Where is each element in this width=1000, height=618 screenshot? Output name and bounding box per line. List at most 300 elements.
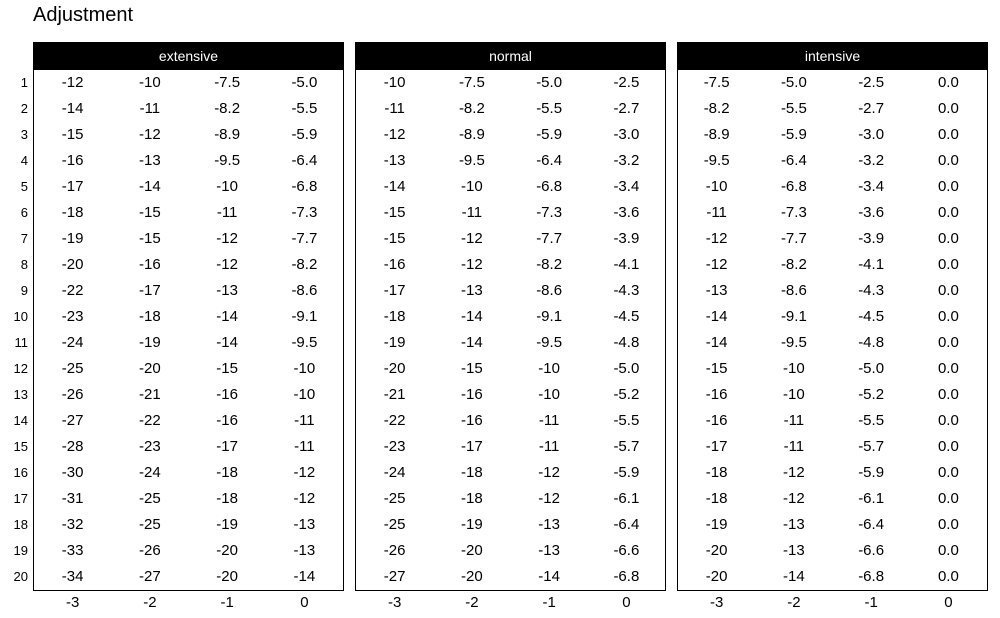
row-label: 11	[14, 335, 28, 350]
table-cell: -7.7	[536, 230, 563, 247]
table-cell: -21	[383, 386, 406, 403]
table-cell: -21	[139, 386, 161, 403]
row-label: 4	[20, 153, 28, 168]
table-cell: 0.0	[937, 542, 959, 559]
table-cell: -12	[216, 256, 238, 273]
table-cell: -9.1	[291, 308, 318, 325]
table-cell: -14	[383, 178, 406, 195]
panel-body-normal	[355, 70, 666, 591]
table-row	[356, 330, 665, 356]
table-cell: 0.0	[937, 74, 959, 91]
table-cell: -17	[139, 282, 161, 299]
row-label: 5	[20, 179, 28, 194]
row-number-gutter	[5, 42, 33, 590]
table-cell: -11	[706, 204, 727, 221]
table-row	[678, 434, 987, 460]
table-cell: -13	[705, 282, 728, 299]
panel-header-intensive: intensive	[677, 42, 988, 70]
row-label: 1	[20, 75, 28, 90]
table-row	[678, 460, 987, 486]
table-cell: 0.0	[937, 100, 959, 117]
table-cell: -6.4	[536, 152, 563, 169]
table-cell: -6.4	[780, 152, 807, 169]
table-row	[34, 174, 343, 200]
table-cell: -34	[61, 568, 84, 585]
table-cell: 0.0	[937, 126, 959, 143]
column-label: -2	[143, 594, 157, 611]
table-row	[34, 434, 343, 460]
table-cell: -30	[61, 464, 84, 481]
table-cell: -7.3	[780, 204, 807, 221]
table-cell: -18	[705, 490, 728, 507]
table-cell: -18	[139, 308, 161, 325]
table-row	[356, 512, 665, 538]
table-row	[678, 538, 987, 564]
table-cell: -8.6	[780, 282, 807, 299]
table-cell: -7.5	[458, 74, 485, 91]
table-row	[34, 122, 343, 148]
table-cell: -13	[139, 152, 161, 169]
table-cell: 0.0	[937, 256, 959, 273]
table-cell: -5.2	[613, 386, 640, 403]
table-cell: -14	[61, 100, 84, 117]
table-cell: -9.5	[536, 334, 563, 351]
column-label: -1	[220, 594, 234, 611]
column-label: 0	[300, 594, 309, 611]
table-row	[678, 278, 987, 304]
table-cell: -7.7	[291, 230, 318, 247]
table-cell: -4.1	[858, 256, 885, 273]
table-cell: -18	[216, 490, 238, 507]
table-cell: -9.5	[214, 152, 241, 169]
table-cell: -17	[705, 438, 728, 455]
table-cell: -5.0	[613, 360, 640, 377]
table-cell: -13	[293, 516, 316, 533]
table-cell: -19	[383, 334, 406, 351]
table-cell: -3.2	[858, 152, 885, 169]
table-cell: 0.0	[937, 230, 959, 247]
table-row	[356, 356, 665, 382]
table-row	[678, 304, 987, 330]
table-cell: -31	[61, 490, 84, 507]
table-cell: -10	[139, 74, 161, 91]
table-row	[678, 512, 987, 538]
table-cell: -11	[538, 412, 560, 429]
table-cell: -11	[294, 412, 315, 429]
table-cell: -10	[705, 178, 728, 195]
table-row	[678, 96, 987, 122]
panel-body-extensive	[33, 70, 344, 591]
table-cell: -26	[61, 386, 84, 403]
table-cell: -10	[538, 386, 560, 403]
table-cell: -16	[139, 256, 161, 273]
table-cell: -16	[383, 256, 406, 273]
table-cell: -22	[139, 412, 161, 429]
table-cell: -22	[383, 412, 406, 429]
table-cell: -12	[461, 256, 483, 273]
table-cell: -18	[383, 308, 406, 325]
table-cell: -3.4	[613, 178, 640, 195]
table-cell: -5.9	[536, 126, 563, 143]
table-cell: -10	[461, 178, 483, 195]
table-cell: -14	[216, 308, 238, 325]
row-label: 20	[13, 569, 28, 584]
table-row	[34, 408, 343, 434]
panel-header-extensive: extensive	[33, 42, 344, 70]
table-cell: 0.0	[937, 178, 959, 195]
table-cell: -20	[705, 542, 728, 559]
table-cell: -9.1	[780, 308, 807, 325]
table-cell: -12	[61, 74, 84, 91]
table-cell: -11	[783, 438, 805, 455]
table-cell: -14	[293, 568, 316, 585]
table-row	[356, 252, 665, 278]
table-cell: -19	[61, 230, 84, 247]
panel-normal	[355, 42, 666, 615]
table-row	[678, 330, 987, 356]
table-cell: -14	[538, 568, 560, 585]
table-cell: -20	[383, 360, 406, 377]
table-cell: -18	[461, 490, 483, 507]
table-cell: -14	[216, 334, 238, 351]
table-cell: -11	[139, 100, 161, 117]
table-row	[356, 538, 665, 564]
table-cell: -6.8	[780, 178, 807, 195]
table-row	[356, 304, 665, 330]
table-cell: -25	[383, 490, 406, 507]
table-cell: -13	[783, 516, 805, 533]
table-cell: -6.6	[613, 542, 640, 559]
table-cell: -3.6	[613, 204, 640, 221]
table-cell: 0.0	[937, 204, 959, 221]
table-cell: 0.0	[937, 152, 959, 169]
table-cell: -16	[216, 412, 238, 429]
table-row	[34, 460, 343, 486]
table-cell: -6.8	[613, 568, 640, 585]
table-cell: -8.2	[536, 256, 563, 273]
table-cell: -11	[294, 438, 315, 455]
table-cell: -16	[61, 152, 84, 169]
panels	[33, 42, 988, 615]
table-row	[34, 70, 343, 96]
table-cell: -23	[139, 438, 161, 455]
table-cell: -19	[216, 516, 238, 533]
table-cell: 0.0	[937, 334, 959, 351]
table-row	[678, 200, 987, 226]
table-row	[34, 382, 343, 408]
table-cell: -5.5	[536, 100, 563, 117]
table-cell: -9.5	[703, 152, 730, 169]
table-cell: -6.6	[858, 542, 885, 559]
table-row	[678, 408, 987, 434]
table-cell: -5.9	[291, 126, 318, 143]
table-cell: -5.5	[291, 100, 318, 117]
table-cell: -9.1	[536, 308, 563, 325]
row-label: 2	[20, 101, 28, 116]
table-row	[678, 356, 987, 382]
table-cell: 0.0	[937, 360, 959, 377]
table-cell: -14	[705, 308, 728, 325]
table-cell: -32	[61, 516, 84, 533]
table-cell: -2.5	[858, 74, 885, 91]
table-cell: -8.6	[291, 282, 318, 299]
table-cell: -13	[461, 282, 483, 299]
table-cell: -25	[139, 516, 161, 533]
table-cell: -27	[383, 568, 406, 585]
table-cell: -5.0	[291, 74, 318, 91]
table-cell: -11	[461, 204, 483, 221]
table-cell: -15	[139, 204, 161, 221]
row-label: 13	[13, 387, 28, 402]
table-cell: -5.0	[536, 74, 563, 91]
table-cell: -3.9	[613, 230, 640, 247]
table-cell: -6.4	[858, 516, 885, 533]
table-row	[678, 252, 987, 278]
table-cell: -19	[461, 516, 483, 533]
table-cell: -26	[139, 542, 161, 559]
table-cell: 0.0	[937, 516, 959, 533]
table-cell: -5.2	[858, 386, 885, 403]
table-row	[34, 512, 343, 538]
table-cell: -8.2	[458, 100, 485, 117]
table-cell: -3.6	[858, 204, 885, 221]
table-row	[678, 564, 987, 590]
table-cell: -18	[461, 464, 483, 481]
table-row	[356, 486, 665, 512]
table-cell: -8.6	[536, 282, 563, 299]
table-cell: -17	[461, 438, 483, 455]
table-cell: -5.7	[858, 438, 885, 455]
table-cell: -5.0	[858, 360, 885, 377]
table-cell: -25	[139, 490, 161, 507]
table-cell: -6.8	[291, 178, 318, 195]
row-label: 15	[13, 439, 28, 454]
column-labels-extensive	[33, 591, 344, 615]
column-label: -2	[465, 594, 479, 611]
table-cell: -20	[139, 360, 161, 377]
row-label: 8	[20, 257, 28, 272]
table-row	[356, 408, 665, 434]
table-cell: -10	[383, 74, 406, 91]
table-cell: -11	[783, 412, 805, 429]
table-row	[34, 148, 343, 174]
table-row	[34, 278, 343, 304]
table-cell: -17	[61, 178, 84, 195]
table-cell: -12	[783, 464, 805, 481]
table-cell: -25	[383, 516, 406, 533]
table-row	[678, 486, 987, 512]
table-cell: -19	[139, 334, 161, 351]
table-cell: -15	[383, 204, 406, 221]
table-cell: -9.5	[458, 152, 485, 169]
row-label: 18	[13, 517, 28, 532]
table-cell: -4.3	[613, 282, 640, 299]
table-cell: -3.9	[858, 230, 885, 247]
table-cell: -12	[293, 464, 316, 481]
table-cell: -10	[293, 386, 316, 403]
table-cell: -26	[383, 542, 406, 559]
table-cell: -17	[216, 438, 238, 455]
table-cell: -10	[783, 386, 805, 403]
table-cell: -15	[216, 360, 238, 377]
table-cell: -11	[538, 438, 560, 455]
row-label: 14	[13, 413, 28, 428]
table-row	[34, 564, 343, 590]
table-row	[678, 122, 987, 148]
table-cell: -16	[461, 412, 483, 429]
column-label: -1	[542, 594, 556, 611]
table-cell: -15	[383, 230, 406, 247]
table-row	[34, 252, 343, 278]
table-cell: -23	[61, 308, 84, 325]
table-cell: -11	[384, 100, 405, 117]
table-cell: -20	[461, 542, 483, 559]
column-labels-intensive	[677, 591, 988, 615]
table-cell: -8.9	[458, 126, 485, 143]
table-cell: -12	[139, 126, 161, 143]
table-cell: 0.0	[937, 282, 959, 299]
table-cell: -24	[383, 464, 406, 481]
table-cell: -5.7	[613, 438, 640, 455]
panel-intensive	[677, 42, 988, 615]
table-row	[356, 174, 665, 200]
table-cell: -3.4	[858, 178, 885, 195]
table-row	[34, 226, 343, 252]
table-cell: -20	[461, 568, 483, 585]
row-label: 6	[20, 205, 28, 220]
table-cell: 0.0	[937, 386, 959, 403]
row-label: 10	[13, 309, 28, 324]
table-row	[34, 330, 343, 356]
table-cell: -15	[139, 230, 161, 247]
table-cell: -8.9	[703, 126, 730, 143]
table-row	[356, 226, 665, 252]
table-cell: 0.0	[937, 490, 959, 507]
table-cell: -10	[538, 360, 560, 377]
panel-extensive	[33, 42, 344, 615]
table-row	[356, 96, 665, 122]
table-cell: -5.5	[858, 412, 885, 429]
column-label: -3	[387, 594, 402, 611]
table-cell: -7.7	[780, 230, 807, 247]
column-label: -1	[864, 594, 878, 611]
row-label: 19	[13, 543, 28, 558]
table-cell: -8.2	[214, 100, 241, 117]
table-cell: -19	[705, 516, 728, 533]
column-label: -2	[787, 594, 801, 611]
table-cell: -6.8	[858, 568, 885, 585]
table-cell: -5.9	[613, 464, 640, 481]
table-cell: -18	[705, 464, 728, 481]
table-cell: -12	[538, 490, 560, 507]
table-cell: -8.2	[703, 100, 730, 117]
table-cell: -3.0	[613, 126, 640, 143]
table-cell: -4.3	[858, 282, 885, 299]
table-row	[356, 122, 665, 148]
table-cell: -18	[216, 464, 238, 481]
table-cell: -16	[705, 412, 728, 429]
table-cell: -7.3	[536, 204, 563, 221]
table-row	[678, 382, 987, 408]
table-cell: -9.5	[291, 334, 318, 351]
table-cell: -14	[139, 178, 161, 195]
table-cell: -5.9	[858, 464, 885, 481]
table-cell: -2.7	[613, 100, 640, 117]
table-cell: -8.9	[214, 126, 241, 143]
table-row	[34, 200, 343, 226]
table-cell: -12	[293, 490, 316, 507]
table-row	[356, 70, 665, 96]
table-cell: -9.5	[780, 334, 807, 351]
row-label: 7	[20, 231, 28, 246]
panel-header-normal: normal	[355, 42, 666, 70]
table-cell: -13	[216, 282, 238, 299]
table-cell: -8.2	[780, 256, 807, 273]
table-cell: -15	[461, 360, 483, 377]
table-cell: -5.0	[780, 74, 807, 91]
column-labels-normal	[355, 591, 666, 615]
table-cell: -7.5	[214, 74, 241, 91]
table-row	[34, 486, 343, 512]
table-cell: -14	[783, 568, 805, 585]
table-cell: -4.8	[858, 334, 885, 351]
figure-title: Adjustment	[33, 4, 134, 26]
table-cell: -7.3	[291, 204, 318, 221]
table-cell: -22	[61, 282, 84, 299]
table-row	[356, 382, 665, 408]
table-cell: -6.1	[613, 490, 640, 507]
row-label: 17	[13, 491, 28, 506]
table-cell: -5.5	[613, 412, 640, 429]
column-label: -3	[65, 594, 80, 611]
table-cell: -23	[383, 438, 406, 455]
table-cell: 0.0	[937, 568, 959, 585]
table-cell: -12	[216, 230, 238, 247]
table-cell: -6.4	[613, 516, 640, 533]
table-row	[678, 70, 987, 96]
row-label: 16	[13, 465, 28, 480]
table-cell: -13	[538, 516, 560, 533]
table-cell: -16	[705, 386, 728, 403]
table-cell: -2.7	[858, 100, 885, 117]
table-cell: -5.5	[780, 100, 807, 117]
table-row	[34, 96, 343, 122]
table-cell: -16	[461, 386, 483, 403]
table-cell: -7.5	[703, 74, 730, 91]
table-cell: -10	[293, 360, 316, 377]
table-cell: -4.5	[613, 308, 640, 325]
table-cell: 0.0	[937, 464, 959, 481]
table-cell: -25	[61, 360, 84, 377]
table-cell: -12	[783, 490, 805, 507]
table-cell: 0.0	[937, 438, 959, 455]
row-label: 3	[20, 127, 28, 142]
table-row	[34, 356, 343, 382]
column-label: -3	[709, 594, 724, 611]
table-row	[356, 200, 665, 226]
table-cell: -10	[783, 360, 805, 377]
table-cell: -16	[216, 386, 238, 403]
table-row	[34, 538, 343, 564]
table-cell: -20	[705, 568, 728, 585]
table-cell: -6.8	[536, 178, 563, 195]
row-label: 9	[20, 283, 28, 298]
table-row	[356, 148, 665, 174]
table-row	[356, 278, 665, 304]
table-cell: 0.0	[937, 308, 959, 325]
table-cell: -13	[783, 542, 805, 559]
row-label: 12	[13, 361, 28, 376]
